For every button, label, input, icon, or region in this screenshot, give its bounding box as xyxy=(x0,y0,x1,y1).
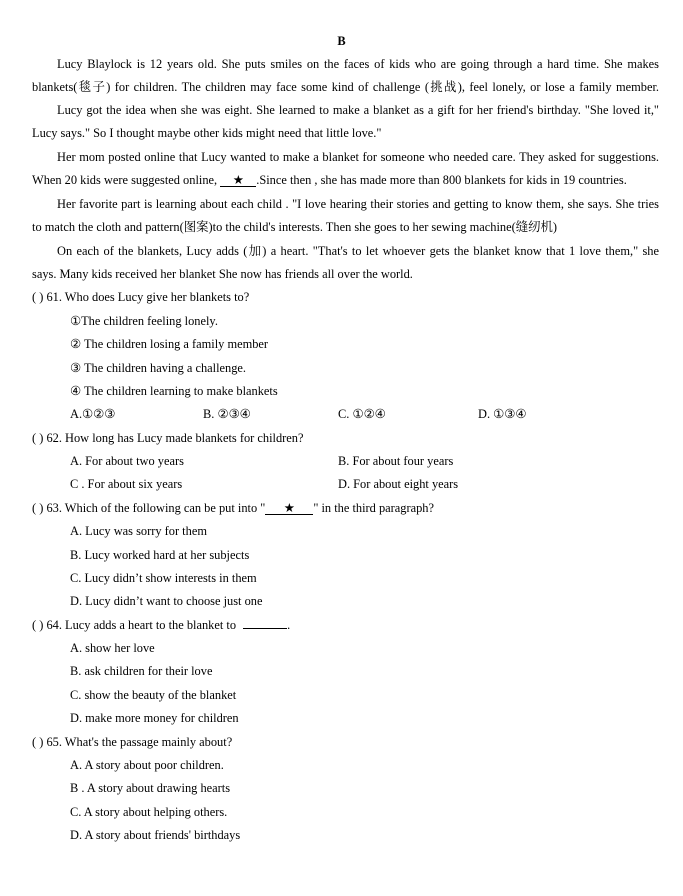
q62-option-c: C . For about six years xyxy=(70,477,183,491)
paragraph-2-line-2: Lucy says." So I thought maybe other kids might need that little love." xyxy=(32,126,382,140)
q65-option-d: D. A story about friends' birthdays xyxy=(70,828,241,842)
q61-option-b: B. ②③④ xyxy=(203,407,251,421)
question-62-stem: ( ) 62. How long has Lucy made blankets for children? xyxy=(32,431,304,445)
q61-item-4: ④ The children learning to make blankets xyxy=(70,384,278,398)
paragraph-3-text-b: .Since then , she has made more than 800 blankets for kids in 19 countries. xyxy=(256,173,627,187)
paragraph-1-line-1: Lucy Blaylock is 12 years old. She puts smiles on the faces of kids who are going through a hard time. She makes xyxy=(57,57,659,71)
q63-star-blank: ★ xyxy=(265,502,313,515)
q64-stem-text: ( ) 64. Lucy adds a heart to the blanket to xyxy=(32,618,237,632)
q64-option-b: B. ask children for their love xyxy=(70,664,213,678)
paragraph-1-line-2: blankets(毯子) for children. The children may face some kind of challenge (挑战), feel lonely, or lose a family member. xyxy=(32,80,659,94)
paragraph-4-line-1: Her favorite part is learning about each child . "I love hearing their stories and getting to know them, she says. She tries xyxy=(57,197,659,211)
paragraph-3-line-1: Her mom posted online that Lucy wanted to make a blanket for someone who needed care. They asked for suggestions. xyxy=(57,150,659,164)
question-63-stem xyxy=(32,501,434,515)
q63-stem-a: ( ) 63. Which of the following can be put into " xyxy=(32,501,266,515)
section-title: B xyxy=(337,34,346,48)
q62-option-b: B. For about four years xyxy=(338,454,454,468)
q64-option-d: D. make more money for children xyxy=(70,711,239,725)
question-65-stem: ( ) 65. What's the passage mainly about? xyxy=(32,735,233,749)
q65-option-a: A. A story about poor children. xyxy=(70,758,224,772)
q61-item-3: ③ The children having a challenge. xyxy=(70,361,247,375)
star-blank: ★ xyxy=(220,174,256,187)
q61-option-a: A.①②③ xyxy=(70,407,116,421)
q63-option-c: C. Lucy didn’t show interests in them xyxy=(70,571,257,585)
q62-option-a: A. For about two years xyxy=(70,454,184,468)
q63-option-a: A. Lucy was sorry for them xyxy=(70,524,207,538)
paragraph-2-line-1: Lucy got the idea when she was eight. She learned to make a blanket as a gift for her friend's birthday. "She loved it," xyxy=(57,103,659,117)
question-61-stem: ( ) 61. Who does Lucy give her blankets to? xyxy=(32,290,250,304)
q65-option-c: C. A story about helping others. xyxy=(70,805,228,819)
paragraph-3-line-2 xyxy=(32,173,627,187)
q64-stem-end: . xyxy=(287,618,291,632)
q65-option-b: B . A story about drawing hearts xyxy=(70,781,231,795)
q64-answer-blank xyxy=(243,628,287,629)
q63-option-b: B. Lucy worked hard at her subjects xyxy=(70,548,250,562)
q64-option-c: C. show the beauty of the blanket xyxy=(70,688,237,702)
q63-stem-b: " in the third paragraph? xyxy=(313,501,434,515)
paragraph-5-line-1: On each of the blankets, Lucy adds (加) a heart. "That's to let whoever gets the blanket know that 1 love them," she xyxy=(57,244,659,258)
q61-option-c: C. ①②④ xyxy=(338,407,386,421)
paragraph-5-line-2: says. Many kids received her blanket She now has friends all over the world. xyxy=(32,267,413,281)
q64-option-a: A. show her love xyxy=(70,641,155,655)
q61-item-1: ①The children feeling lonely. xyxy=(70,314,218,328)
paragraph-4-line-2: to match the cloth and pattern(图案)to the child's interests. Then she goes to her sewing machine(缝纫机) xyxy=(32,220,558,234)
q63-option-d: D. Lucy didn’t want to choose just one xyxy=(70,594,263,608)
question-64-stem xyxy=(32,618,290,632)
q62-option-d: D. For about eight years xyxy=(338,477,459,491)
q61-item-2: ② The children losing a family member xyxy=(70,337,269,351)
paragraph-3-text-a: When 20 kids were suggested online, xyxy=(32,173,218,187)
q61-option-d: D. ①③④ xyxy=(478,407,527,421)
